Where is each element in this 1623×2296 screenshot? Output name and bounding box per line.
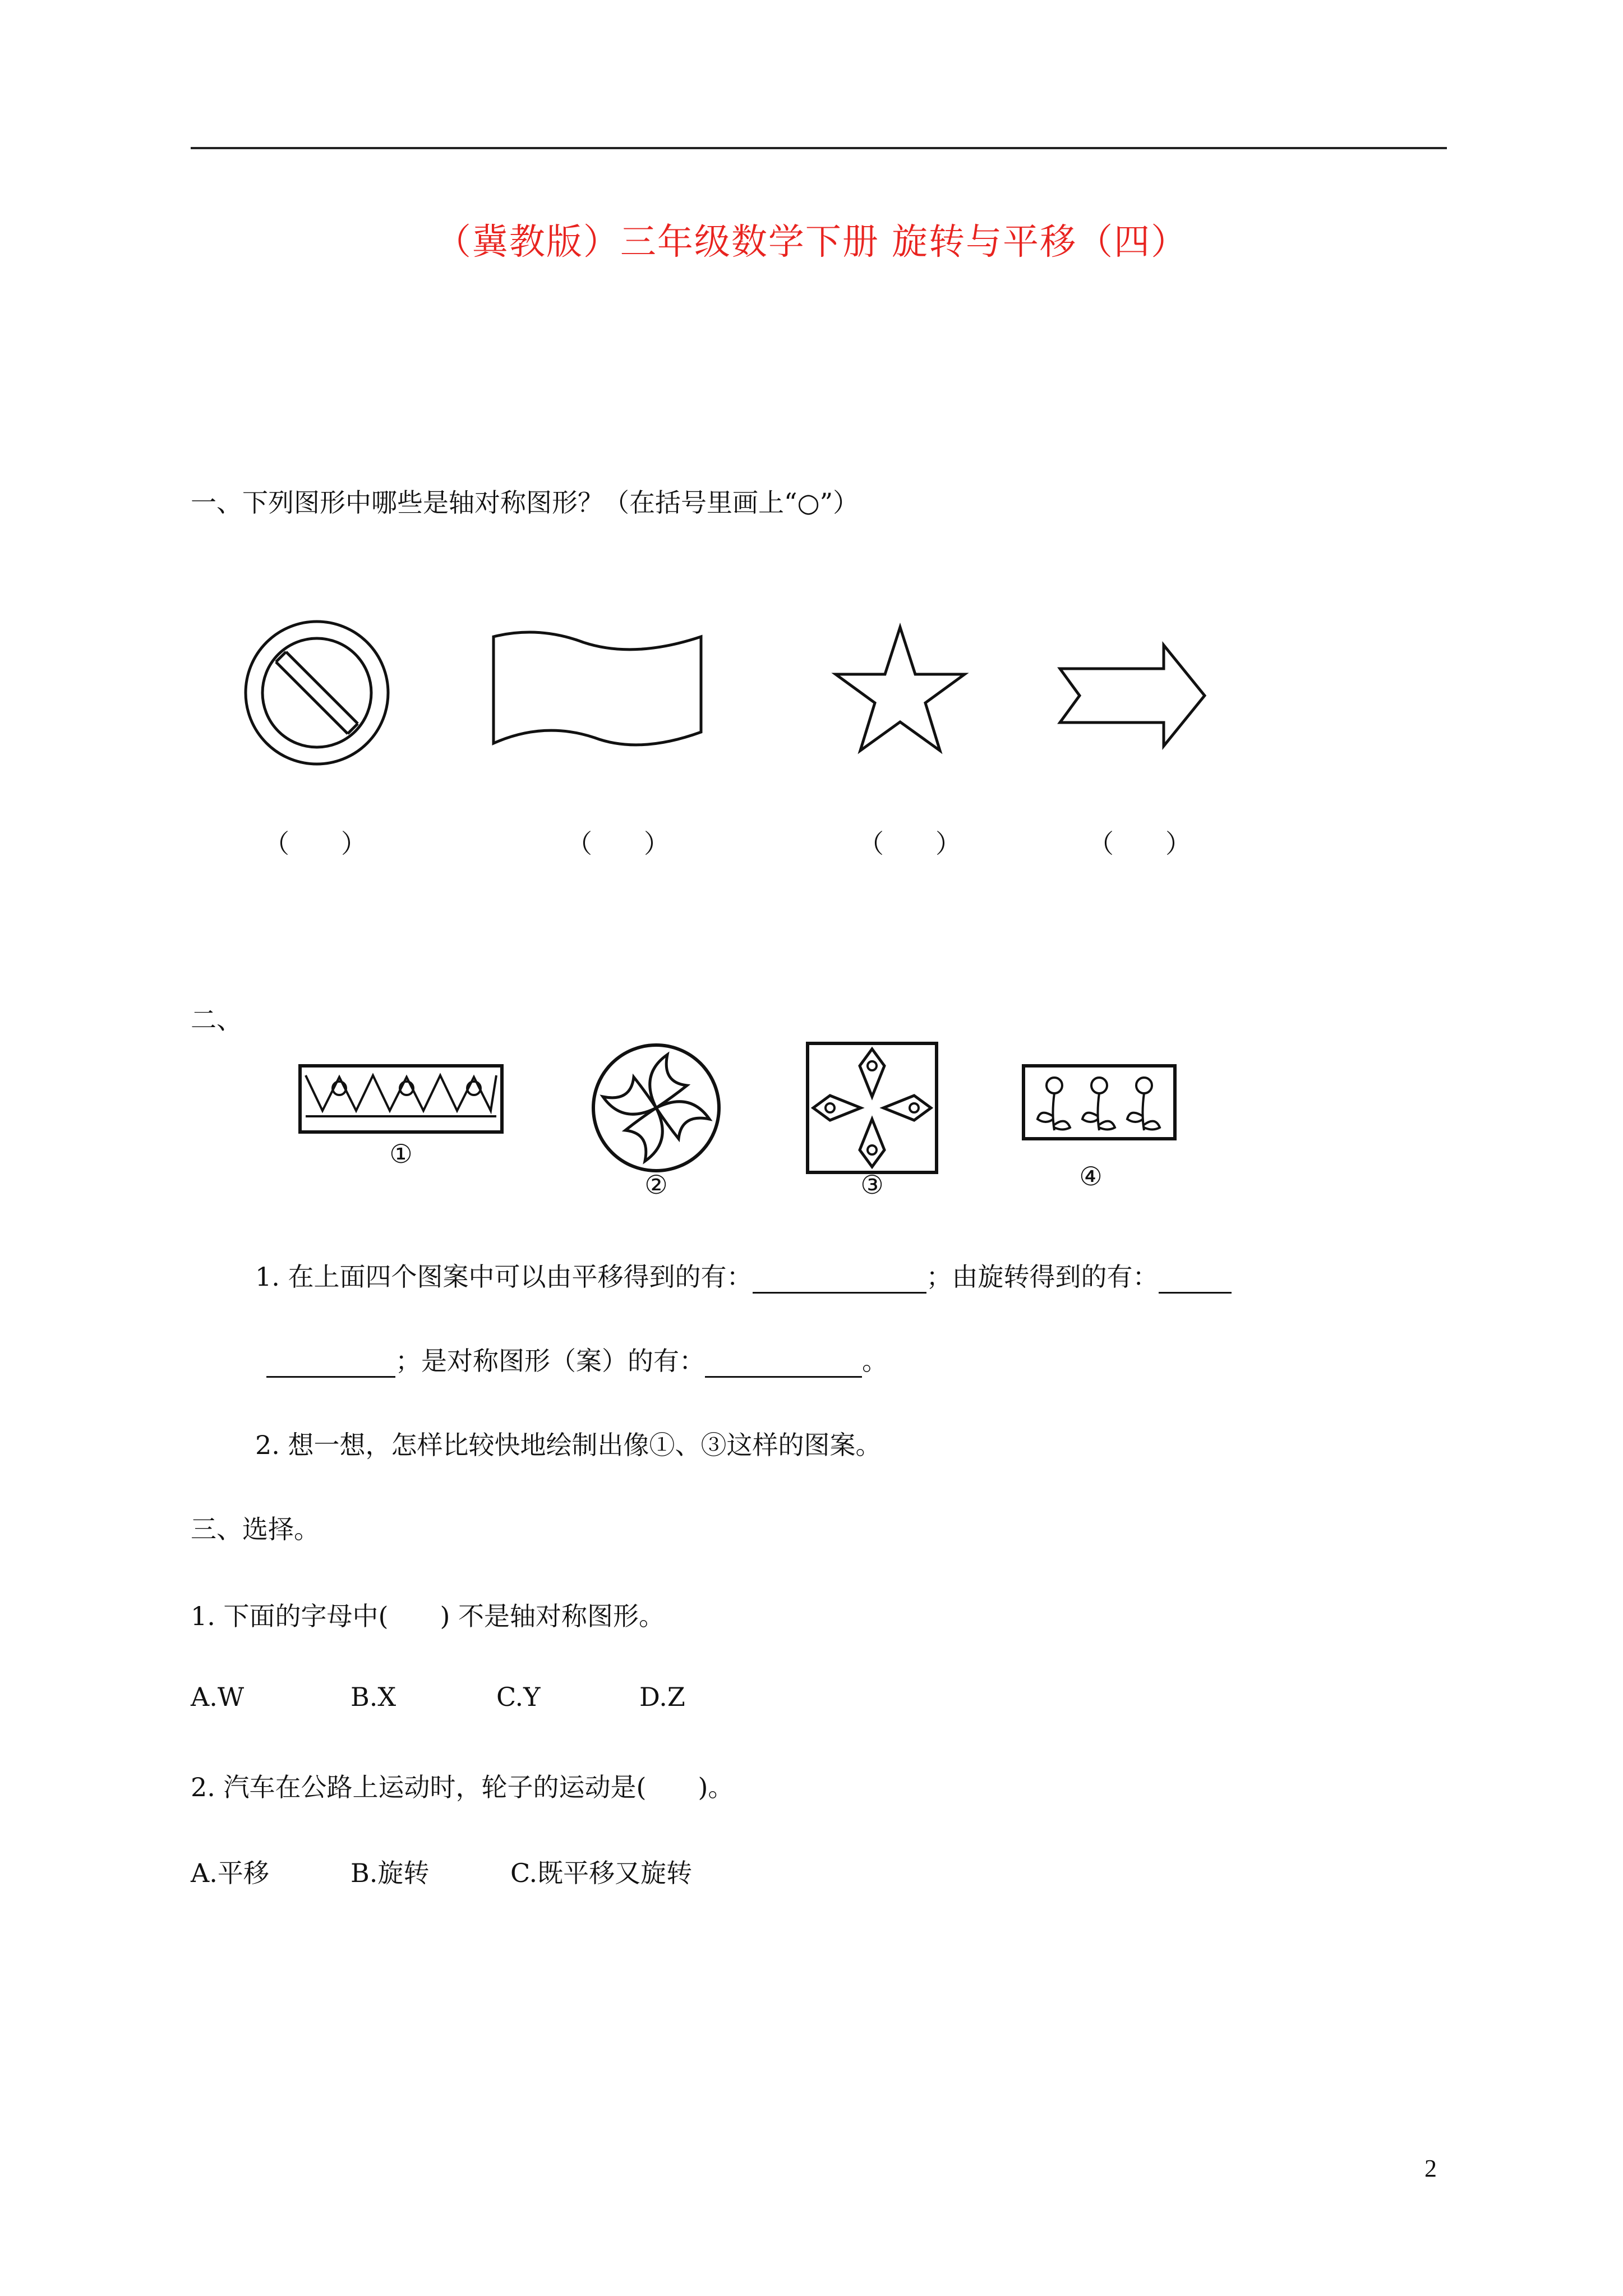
page-title: （冀教版）三年级数学下册 旋转与平移（四） (435, 222, 1188, 263)
header-rule (191, 147, 1447, 149)
blank-rotation-b[interactable] (266, 1348, 395, 1378)
q1-text-b: ；由旋转得到的有： (926, 1262, 1159, 1292)
section2-q1-line1 (255, 1257, 1232, 1294)
q1-text-end: 。 (862, 1346, 888, 1376)
section3-heading: 三、选择。 (191, 1514, 320, 1544)
q1-option-c[interactable]: C.Y (496, 1682, 541, 1712)
blank-rotation-a[interactable] (1159, 1264, 1232, 1294)
star-icon (830, 623, 970, 757)
blank-symmetric[interactable] (705, 1348, 862, 1378)
pinwheel-circle-icon (589, 1041, 723, 1175)
pattern-label-2: ② (644, 1170, 668, 1200)
pattern-label-4: ④ (1079, 1161, 1103, 1191)
four-petal-square-icon (805, 1041, 939, 1175)
pattern-label-1: ① (389, 1139, 413, 1169)
arrow-icon (1054, 639, 1211, 752)
answer-paren-2[interactable]: （ ） (566, 829, 670, 859)
q2-option-c[interactable]: C.既平移又旋转 (510, 1858, 693, 1888)
no-entry-circle-icon (241, 617, 393, 769)
section3-q2: 2. 汽车在公路上运动时，轮子的运动是( )。 (191, 1772, 734, 1802)
crown-pattern-icon (297, 1063, 505, 1136)
section2-q1-line2 (266, 1341, 888, 1378)
flower-row-icon (1021, 1063, 1178, 1142)
q2-option-a[interactable]: A.平移 (191, 1858, 269, 1888)
answer-paren-1[interactable]: （ ） (264, 829, 367, 859)
section2-heading: 二、 (191, 1005, 242, 1035)
q1-text-a: 1. 在上面四个图案中可以由平移得到的有： (255, 1262, 753, 1292)
blank-translation[interactable] (753, 1264, 926, 1294)
pattern-label-3: ③ (860, 1170, 884, 1200)
answer-paren-3[interactable]: （ ） (858, 829, 961, 859)
answer-paren-4[interactable]: （ ） (1088, 829, 1191, 859)
q1-option-b[interactable]: B.X (351, 1682, 396, 1712)
section1-heading: 一、下列图形中哪些是轴对称图形？（在括号里画上“○”） (191, 487, 859, 518)
wavy-flag-icon (488, 628, 707, 752)
page-number: 2 (1424, 2155, 1437, 2182)
q1-text-c: ；是对称图形（案）的有： (395, 1346, 705, 1376)
q1-option-d[interactable]: D.Z (639, 1682, 685, 1712)
q2-option-b[interactable]: B.旋转 (351, 1858, 430, 1888)
section2-q2: 2. 想一想，怎样比较快地绘制出像①、③这样的图案。 (255, 1430, 882, 1460)
q1-option-a[interactable]: A.W (191, 1682, 245, 1712)
section3-q1: 1. 下面的字母中( ) 不是轴对称图形。 (191, 1601, 665, 1631)
